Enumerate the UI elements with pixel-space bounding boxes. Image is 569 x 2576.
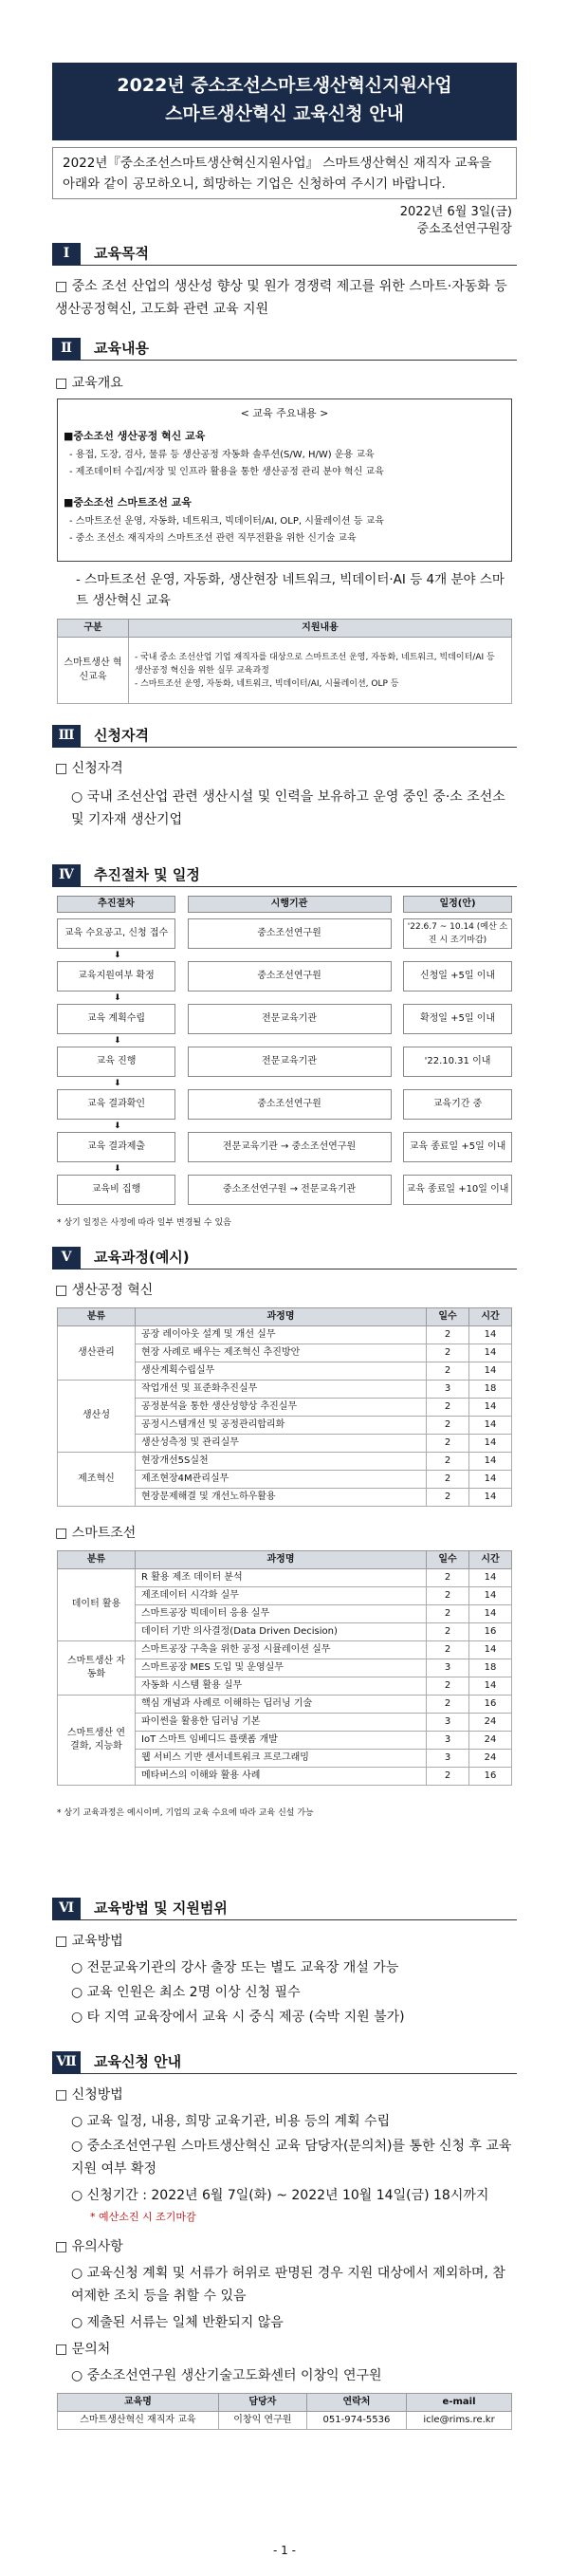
hours: 18	[469, 1659, 512, 1677]
days: 2	[427, 1569, 469, 1587]
hours: 14	[469, 1471, 512, 1489]
course-name: 메타버스의 이해와 활용 사례	[136, 1768, 427, 1786]
days: 2	[427, 1453, 469, 1471]
category: 생산관리	[58, 1326, 136, 1381]
hours: 14	[469, 1344, 512, 1362]
page-number: - 1 -	[273, 2544, 296, 2557]
table-row	[58, 1696, 512, 1714]
days: 2	[427, 1696, 469, 1714]
section-number: Ⅲ	[52, 725, 81, 748]
flow-org: 중소조선연구원	[188, 918, 392, 949]
hours: 16	[469, 1623, 512, 1641]
days: 3	[427, 1732, 469, 1750]
section-header-6	[52, 1898, 517, 1920]
category: 스마트생산 연결화, 지능화	[58, 1696, 136, 1786]
hours: 14	[469, 1605, 512, 1623]
support-content-line2: - 스마트조선 운영, 자동화, 네트워크, 빅데이터/AI, 시뮬레이션, OLP 등	[135, 678, 399, 689]
issue-date: 2022년 6월 3일(금)	[399, 205, 512, 219]
course-name: 데이터 기반 의사결정(Data Driven Decision)	[136, 1623, 427, 1641]
intro-box: 2022년『중소조선스마트생산혁신지원사업』 스마트생산혁신 재직자 교육을 아래와 같이 공모하오니, 희망하는 기업은 신청하여 주시기 바랍니다.	[52, 147, 517, 199]
hours: 14	[469, 1453, 512, 1471]
flow-org: 중소조선연구원 → 전문교육기관	[188, 1175, 392, 1205]
course-name: 핵심 개념과 사례로 이해하는 딥러닝 기술	[136, 1696, 427, 1714]
box-item-2-line2: - 중소 조선소 재직자의 스마트조선 관련 직무전환을 위한 신기술 교육	[69, 533, 357, 544]
flow-step: 교육 결과확인	[57, 1089, 175, 1120]
col-header: 시간	[469, 1308, 512, 1326]
hours: 14	[469, 1641, 512, 1659]
col-header: 과정명	[136, 1551, 427, 1569]
hours: 16	[469, 1768, 512, 1786]
apply-period: ○ 신청기간 : 2022년 6월 7일(화) ~ 2022년 10월 14일(금) 18시까지	[71, 2188, 489, 2203]
table-row	[58, 1569, 512, 1587]
col-header: 일수	[427, 1308, 469, 1326]
flow-schedule: 교육 종료일 +5일 이내	[403, 1132, 512, 1162]
apply-item: ○ 중소조선연구원 스마트생산혁신 교육 담당자(문의처)를 통한 신청 후 교육지원 여부 확정	[71, 2139, 512, 2177]
category: 제조혁신	[58, 1453, 136, 1507]
section-header-3	[52, 725, 517, 748]
category: 데이터 활용	[58, 1569, 136, 1641]
days: 2	[427, 1344, 469, 1362]
course-name: 파이썬을 활용한 딥러닝 기본	[136, 1714, 427, 1732]
overview-head: □ 교육개요	[55, 376, 123, 391]
section-number: Ⅴ	[52, 1247, 81, 1269]
issuer: 중소조선연구원장	[416, 222, 512, 236]
flow-row	[57, 1175, 512, 1205]
apply-head: □ 신청방법	[55, 2087, 123, 2103]
flow-row	[57, 1047, 512, 1077]
flow-step: 교육 수요공고, 신청 접수	[57, 918, 175, 949]
flow-col-header: 시행기관	[188, 896, 392, 913]
eligibility-head: □ 신청자격	[55, 761, 123, 776]
hours: 14	[469, 1399, 512, 1417]
days: 2	[427, 1417, 469, 1435]
course-name: 생산계획수립실무	[136, 1362, 427, 1381]
col-header: 분류	[58, 1551, 136, 1569]
apply-item: ○ 교육 일정, 내용, 희망 교육기관, 비용 등의 계획 수립	[71, 2114, 391, 2129]
col-header: 교육명	[58, 2394, 219, 2412]
course-note: * 상기 교육과정은 예시이며, 기업의 교육 수요에 따라 교육 신설 가능	[57, 1808, 314, 1818]
content-box	[57, 398, 512, 562]
course-name: 현장문제해결 및 개선노하우활용	[136, 1489, 427, 1507]
title-line1: 2022년 중소조선스마트생산혁신지원사업	[117, 75, 452, 96]
hours: 24	[469, 1732, 512, 1750]
box-item-1-line1: - 용접, 도장, 검사, 물류 등 생산공정 자동화 솔루션(S/W, H/W) 운용 교육	[69, 450, 375, 460]
course-table-2	[57, 1550, 512, 1786]
section-label: 교육목적	[94, 244, 149, 262]
course-name: 스마트생산혁신 재직자 교육	[58, 2412, 219, 2430]
hours: 14	[469, 1435, 512, 1453]
col-header: 지원내용	[129, 620, 512, 638]
days: 2	[427, 1587, 469, 1605]
days: 2	[427, 1435, 469, 1453]
section-header-1	[52, 243, 517, 266]
title-line2: 스마트생산혁신 교육신청 안내	[165, 103, 404, 124]
box-item-1-title: ■중소조선 생산공정 혁신 교육	[64, 430, 206, 442]
course-name: IoT 스마트 임베디드 플랫폼 개발	[136, 1732, 427, 1750]
flow-schedule: '22.10.31 이내	[403, 1047, 512, 1077]
flow-step: 교육 진행	[57, 1047, 175, 1077]
category: 생산성	[58, 1381, 136, 1453]
days: 2	[427, 1326, 469, 1344]
course-name: 현장 사례로 배우는 제조혁신 추진방안	[136, 1344, 427, 1362]
course-name: 스마트공장 구축을 위한 공정 시뮬레이션 실무	[136, 1641, 427, 1659]
days: 3	[427, 1750, 469, 1768]
course-name: 생산성측정 및 관리실무	[136, 1435, 427, 1453]
box-item-2-line1: - 스마트조선 운영, 자동화, 네트워크, 빅데이터/AI, OLP, 시뮬레이션 등 교육	[69, 516, 384, 527]
flow-step: 교육 계획수립	[57, 1004, 175, 1034]
date-block	[400, 204, 512, 238]
caution-item: ○ 제출된 서류는 일체 반환되지 않음	[71, 2315, 284, 2330]
col-header: 분류	[58, 1308, 136, 1326]
section-label: 교육방법 및 지원범위	[94, 1899, 228, 1917]
education-summary: - 스마트조선 운영, 자동화, 생산현장 네트워크, 빅데이터·AI 등 4개 분야 스마트 생산혁신 교육	[76, 572, 505, 608]
flow-step: 교육비 집행	[57, 1175, 175, 1205]
method-item: ○ 교육 인원은 최소 2명 이상 신청 필수	[71, 1985, 301, 2000]
days: 2	[427, 1399, 469, 1417]
section-label: 교육과정(예시)	[94, 1248, 190, 1266]
course-name: R 활용 제조 데이터 분석	[136, 1569, 427, 1587]
flow-org: 중소조선연구원	[188, 1089, 392, 1120]
course-name: 자동화 시스템 활용 실무	[136, 1677, 427, 1696]
down-arrow-icon: ⬇	[114, 1079, 121, 1088]
down-arrow-icon: ⬇	[114, 993, 121, 1003]
contact-head: □ 문의처	[55, 2342, 111, 2357]
caution-head: □ 유의사항	[55, 2239, 123, 2254]
table-row	[58, 1641, 512, 1659]
contact-person: ○ 중소조선연구원 생산기술고도화센터 이창익 연구원	[71, 2368, 382, 2383]
flow-schedule: 교육 종료일 +10일 이내	[403, 1175, 512, 1205]
title-banner	[52, 63, 517, 140]
days: 3	[427, 1381, 469, 1399]
hours: 24	[469, 1714, 512, 1732]
course-name: 제조데이터 시각화 실무	[136, 1587, 427, 1605]
flow-col-header: 일정(안)	[403, 896, 512, 913]
box-item-1-line2: - 제조데이터 수집/저장 및 인프라 활용을 통한 생산공정 관리 분야 혁신 교육	[69, 467, 384, 477]
table-row	[58, 1381, 512, 1399]
course-name: 제조현장4M관리실무	[136, 1471, 427, 1489]
days: 3	[427, 1714, 469, 1732]
course-name: 현장개선5S실천	[136, 1453, 427, 1471]
support-content	[129, 638, 512, 704]
days: 2	[427, 1677, 469, 1696]
down-arrow-icon: ⬇	[114, 1121, 121, 1131]
days: 2	[427, 1623, 469, 1641]
section-number: Ⅰ	[52, 243, 81, 266]
section-label: 교육신청 안내	[94, 2052, 182, 2070]
section-header-7	[52, 2051, 517, 2074]
section-label: 신청자격	[94, 726, 149, 744]
contact-table	[57, 2393, 512, 2430]
course-table-1	[57, 1307, 512, 1507]
days: 2	[427, 1471, 469, 1489]
apply-note: * 예산소진 시 조기마감	[90, 2211, 196, 2223]
caution-item: ○ 교육신청 계획 및 서류가 허위로 판명된 경우 지원 대상에서 제외하며, 참여제한 조치 등을 취할 수 있음	[71, 2266, 505, 2304]
flow-org: 전문교육기관	[188, 1004, 392, 1034]
method-item: ○ 타 지역 교육장에서 교육 시 중식 제공 (숙박 지원 불가)	[71, 2010, 405, 2025]
contact-name: 이창익 연구원	[218, 2412, 306, 2430]
hours: 18	[469, 1381, 512, 1399]
flow-schedule: 교육기간 중	[403, 1089, 512, 1120]
col-header: 일수	[427, 1551, 469, 1569]
section-number: Ⅵ	[52, 1898, 81, 1920]
days: 2	[427, 1489, 469, 1507]
down-arrow-icon: ⬇	[114, 1036, 121, 1046]
hours: 14	[469, 1587, 512, 1605]
support-category: 스마트생산 혁신교육	[58, 638, 129, 704]
table-row	[58, 1326, 512, 1344]
down-arrow-icon: ⬇	[114, 1164, 121, 1174]
flow-step: 교육지원여부 확정	[57, 961, 175, 991]
flow-org: 전문교육기관 → 중소조선연구원	[188, 1132, 392, 1162]
flow-schedule: 신청일 +5일 이내	[403, 961, 512, 991]
method-head: □ 교육방법	[55, 1934, 123, 1949]
flow-schedule: 확정일 +5일 이내	[403, 1004, 512, 1034]
section-number: Ⅱ	[52, 338, 81, 361]
course-name: 스마트공장 MES 도입 및 운영실무	[136, 1659, 427, 1677]
col-header: 연락처	[306, 2394, 406, 2412]
col-header: 시간	[469, 1551, 512, 1569]
section-header-4	[52, 864, 517, 887]
down-arrow-icon: ⬇	[114, 951, 121, 960]
days: 2	[427, 1641, 469, 1659]
flow-row	[57, 1132, 512, 1162]
flow-row	[57, 961, 512, 991]
course-name: 웹 서비스 기반 센서네트워크 프로그래밍	[136, 1750, 427, 1768]
contact-phone: 051-974-5536	[306, 2412, 406, 2430]
days: 3	[427, 1659, 469, 1677]
method-item: ○ 전문교육기관의 강사 출장 또는 별도 교육장 개설 가능	[71, 1960, 399, 1975]
hours: 14	[469, 1326, 512, 1344]
box-title: < 교육 주요내용 >	[240, 407, 329, 419]
table-row	[58, 1453, 512, 1471]
col-header: 구분	[58, 620, 129, 638]
section-number: Ⅳ	[52, 864, 81, 887]
flow-org: 중소조선연구원	[188, 961, 392, 991]
hours: 16	[469, 1696, 512, 1714]
flow-schedule: '22.6.7 ~ 10.14 (예산 소진 시 조기마감)	[403, 918, 512, 949]
days: 2	[427, 1768, 469, 1786]
course-name: 스마트공장 빅데이터 응용 실무	[136, 1605, 427, 1623]
course-group-head: □ 스마트조선	[55, 1526, 137, 1541]
course-name: 공정시스템개선 및 공정관리합리화	[136, 1417, 427, 1435]
process-flow	[57, 896, 512, 1209]
course-name: 공장 레이아웃 설계 및 개선 실무	[136, 1326, 427, 1344]
col-header: e-mail	[407, 2394, 512, 2412]
flow-col-header: 추진절차	[57, 896, 175, 913]
col-header: 과정명	[136, 1308, 427, 1326]
section-label: 추진절차 및 일정	[94, 865, 200, 883]
days: 2	[427, 1362, 469, 1381]
hours: 24	[469, 1750, 512, 1768]
hours: 14	[469, 1489, 512, 1507]
section-header-2	[52, 338, 517, 361]
flow-step: 교육 결과제출	[57, 1132, 175, 1162]
course-name: 작업개선 및 표준화추진실무	[136, 1381, 427, 1399]
support-content-line1: - 국내 중소 조선산업 기업 재직자를 대상으로 스마트조선 운영, 자동화, 네트워크, 빅데이터/AI 등 생산공정 혁신을 위한 실무 교육과정	[135, 652, 495, 676]
support-table	[57, 619, 512, 704]
eligibility-text: ○ 국내 조선산업 관련 생산시설 및 인력을 보유하고 운영 중인 중·소 조선소 및 기자재 생산기업	[71, 789, 505, 827]
col-header: 담당자	[218, 2394, 306, 2412]
hours: 14	[469, 1362, 512, 1381]
course-name: 공정분석을 통한 생산성향상 추진실무	[136, 1399, 427, 1417]
flow-row	[57, 1004, 512, 1034]
days: 2	[427, 1605, 469, 1623]
purpose-text: □ 중소 조선 산업의 생산성 향상 및 원가 경쟁력 제고를 위한 스마트·자동화 등 생산공정혁신, 고도화 관련 교육 지원	[55, 279, 507, 317]
table-row	[58, 2412, 512, 2430]
contact-email[interactable]: icle@rims.re.kr	[407, 2412, 512, 2430]
schedule-note: * 상기 일정은 사정에 따라 일부 변경될 수 있음	[57, 1218, 231, 1228]
flow-org: 전문교육기관	[188, 1047, 392, 1077]
flow-row	[57, 918, 512, 949]
hours: 14	[469, 1569, 512, 1587]
course-group-head: □ 생산공정 혁신	[55, 1283, 154, 1298]
category: 스마트생산 자동화	[58, 1641, 136, 1696]
box-item-2-title: ■중소조선 스마트조선 교육	[64, 496, 192, 509]
hours: 14	[469, 1677, 512, 1696]
section-label: 교육내용	[94, 339, 149, 357]
section-header-5	[52, 1247, 517, 1269]
section-number: Ⅶ	[52, 2051, 81, 2074]
hours: 14	[469, 1417, 512, 1435]
flow-row	[57, 1089, 512, 1120]
